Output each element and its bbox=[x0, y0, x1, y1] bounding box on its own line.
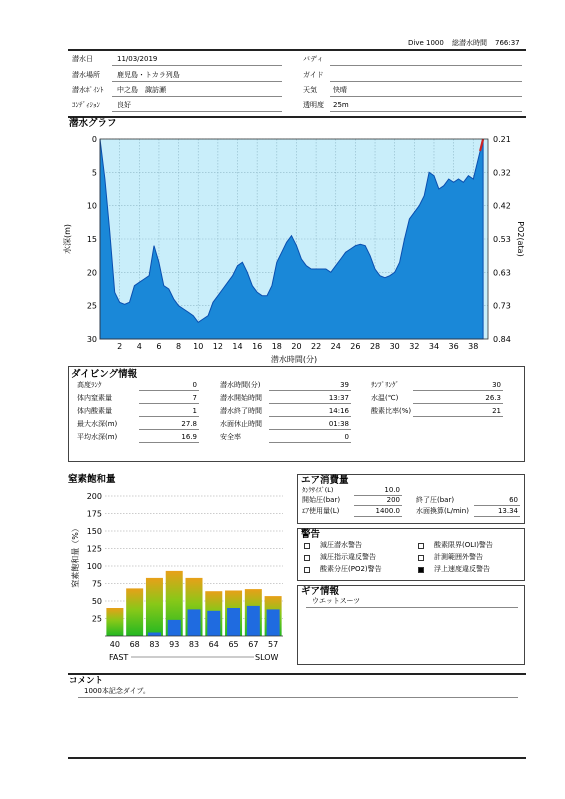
date-value: 11/03/2019 bbox=[117, 55, 158, 63]
n2-inner-bar bbox=[247, 606, 260, 636]
condition-label: ｺﾝﾃﾞｨｼｮﾝ bbox=[72, 101, 100, 109]
n2-tick-label: 175 bbox=[86, 509, 102, 519]
visibility-value: 25m bbox=[333, 101, 349, 109]
nitrogen-title: 窒素飽和量 bbox=[68, 474, 116, 485]
diving-info-title: ダイビング情報 bbox=[71, 369, 138, 380]
n2-bar bbox=[126, 588, 143, 636]
total-time-label: 総潜水時間 bbox=[452, 39, 487, 47]
info-value: 1 bbox=[192, 407, 197, 415]
air-use-label: ｴｱ使用量(L) bbox=[302, 507, 340, 515]
gear-value: ウエットスーツ bbox=[312, 597, 361, 605]
info-label: 最大水深(m) bbox=[77, 420, 118, 428]
x-tick-label: 6 bbox=[156, 342, 162, 351]
info-label: 平均水深(m) bbox=[77, 433, 118, 441]
info-value: 16.9 bbox=[181, 433, 197, 441]
top-rule bbox=[68, 49, 526, 51]
x-tick-label: 30 bbox=[389, 342, 400, 351]
warning-label: 浮上速度違反警告 bbox=[434, 565, 490, 573]
gear-box bbox=[297, 585, 525, 665]
x-tick-label: 10 bbox=[193, 342, 204, 351]
x-tick-label: 18 bbox=[271, 342, 282, 351]
x-tick-label: 14 bbox=[232, 342, 243, 351]
n2-category-label: 83 bbox=[149, 640, 160, 649]
n2-inner-bar bbox=[207, 611, 220, 636]
po2-tick-label: 0.73 bbox=[493, 301, 511, 311]
buddy-label: バディ bbox=[303, 55, 324, 63]
n2-category-label: 64 bbox=[208, 640, 219, 649]
po2-tick-label: 0.21 bbox=[493, 135, 511, 144]
guide-label: ガイド bbox=[303, 71, 324, 79]
x-tick-label: 32 bbox=[409, 342, 420, 351]
n2-tick-label: 200 bbox=[86, 492, 102, 501]
info-value: 7 bbox=[192, 394, 197, 402]
n2-bar bbox=[146, 578, 163, 636]
surface-rate-value: 13.34 bbox=[497, 507, 518, 515]
visibility-label: 透明度 bbox=[303, 101, 324, 109]
n2-category-label: 57 bbox=[268, 640, 279, 649]
po2-tick-label: 0.42 bbox=[493, 201, 511, 211]
start-pressure-value: 200 bbox=[386, 496, 400, 504]
tank-size-value: 10.0 bbox=[384, 486, 400, 494]
total-time-value: 766:37 bbox=[495, 39, 520, 47]
po2-axis-label: PO2(ata) bbox=[516, 221, 525, 257]
x-tick-label: 28 bbox=[369, 342, 381, 351]
warning-label: 酸素分圧(PO2)警告 bbox=[320, 565, 382, 573]
warning-checkbox bbox=[304, 543, 310, 549]
x-tick-label: 36 bbox=[448, 342, 459, 351]
depth-tick-label: 30 bbox=[86, 335, 97, 344]
n2-inner-bar bbox=[168, 620, 181, 636]
warning-checkbox bbox=[304, 567, 310, 573]
nitrogen-axis-label: 窒素飽和量（%） bbox=[71, 524, 80, 588]
date-label: 潜水日 bbox=[72, 55, 93, 63]
comment-value: 1000本記念ダイブ。 bbox=[84, 687, 150, 695]
x-tick-label: 2 bbox=[117, 342, 123, 351]
fast-label: FAST bbox=[109, 653, 129, 662]
x-tick-label: 16 bbox=[252, 342, 263, 351]
x-tick-label: 20 bbox=[291, 342, 302, 351]
depth-tick-label: 20 bbox=[86, 268, 97, 278]
weather-value: 快晴 bbox=[333, 86, 347, 94]
x-tick-label: 24 bbox=[330, 342, 341, 351]
depth-tick-label: 25 bbox=[86, 301, 97, 311]
n2-bar bbox=[106, 608, 123, 636]
n2-tick-label: 150 bbox=[86, 527, 102, 536]
n2-category-label: 93 bbox=[169, 640, 180, 649]
end-pressure-label: 終了圧(bar) bbox=[416, 496, 455, 504]
info-value: 39 bbox=[340, 381, 349, 389]
comment-top-rule bbox=[68, 673, 526, 675]
start-pressure-label: 開始圧(bar) bbox=[302, 496, 341, 504]
air-title: エア消費量 bbox=[301, 475, 349, 486]
warning-label: 減圧指示違反警告 bbox=[320, 553, 376, 561]
graph-top-rule bbox=[68, 116, 526, 118]
warning-label: 減圧潜水警告 bbox=[320, 541, 362, 549]
graph-title: 潜水グラフ bbox=[69, 118, 117, 129]
x-tick-label: 8 bbox=[176, 342, 182, 351]
depth-tick-label: 10 bbox=[86, 201, 97, 211]
warning-checkbox bbox=[418, 543, 424, 549]
info-value: 30 bbox=[492, 381, 501, 389]
n2-category-label: 65 bbox=[228, 640, 239, 649]
x-tick-label: 12 bbox=[212, 342, 223, 351]
n2-inner-bar bbox=[227, 608, 240, 636]
point-value: 中之島 諏訪瀬 bbox=[117, 86, 166, 94]
slow-label: SLOW bbox=[255, 653, 279, 662]
air-use-value: 1400.0 bbox=[375, 507, 400, 515]
info-label: 水面休止時間 bbox=[220, 420, 262, 428]
end-pressure-value: 60 bbox=[509, 496, 518, 504]
n2-category-label: 40 bbox=[109, 640, 120, 649]
n2-inner-bar bbox=[188, 609, 201, 636]
info-label: 酸素比率(%) bbox=[371, 407, 412, 415]
warning-checkbox bbox=[418, 567, 424, 573]
n2-tick-label: 75 bbox=[91, 579, 102, 589]
po2-tick-label: 0.84 bbox=[493, 335, 511, 344]
warning-checkbox bbox=[418, 555, 424, 561]
n2-category-label: 67 bbox=[248, 640, 259, 649]
n2-category-label: 68 bbox=[129, 640, 140, 649]
n2-tick-label: 25 bbox=[91, 614, 102, 624]
info-label: ｻﾝﾌﾟﾘﾝｸﾞ bbox=[371, 381, 399, 389]
n2-category-label: 83 bbox=[188, 640, 200, 649]
info-label: 体内窒素量 bbox=[77, 394, 112, 402]
depth-tick-label: 5 bbox=[91, 168, 97, 178]
nitrogen-chart bbox=[68, 486, 290, 666]
info-value: 13:37 bbox=[328, 394, 349, 402]
info-value: 14:16 bbox=[328, 407, 349, 415]
info-label: 潜水時間(分) bbox=[220, 381, 261, 389]
info-value: 0 bbox=[192, 381, 197, 389]
n2-tick-label: 125 bbox=[86, 544, 102, 554]
info-value: 27.8 bbox=[181, 420, 197, 428]
info-value: 01:38 bbox=[328, 420, 349, 428]
condition-value: 良好 bbox=[117, 101, 131, 109]
x-tick-label: 26 bbox=[350, 342, 361, 351]
info-label: 体内酸素量 bbox=[77, 407, 112, 415]
dive-number: Dive 1000 bbox=[408, 39, 444, 47]
info-value: 26.3 bbox=[485, 394, 501, 402]
x-tick-label: 34 bbox=[428, 342, 440, 351]
info-value: 0 bbox=[344, 433, 349, 441]
bottom-rule bbox=[68, 757, 526, 759]
x-tick-label: 4 bbox=[136, 342, 142, 351]
warning-label: 計測範囲外警告 bbox=[434, 553, 483, 561]
place-label: 潜水場所 bbox=[72, 71, 100, 79]
info-label: 潜水開始時間 bbox=[220, 394, 262, 402]
info-value: 21 bbox=[492, 407, 501, 415]
surface-rate-label: 水面換算(L/min) bbox=[416, 507, 469, 515]
warning-checkbox bbox=[304, 555, 310, 561]
info-label: 安全率 bbox=[220, 433, 241, 441]
po2-tick-label: 0.53 bbox=[493, 235, 511, 244]
warning-label: 酸素限界(OLI)警告 bbox=[434, 541, 493, 549]
po2-tick-label: 0.32 bbox=[493, 168, 511, 178]
weather-label: 天気 bbox=[303, 86, 317, 94]
dive-profile-chart bbox=[60, 128, 530, 368]
po2-tick-label: 0.63 bbox=[493, 268, 511, 278]
x-tick-label: 22 bbox=[311, 342, 322, 351]
depth-tick-label: 0 bbox=[91, 135, 97, 144]
x-tick-label: 38 bbox=[468, 342, 479, 351]
n2-tick-label: 50 bbox=[91, 597, 102, 606]
info-label: 高度ﾗﾝｸ bbox=[77, 381, 102, 389]
info-label: 潜水終了時間 bbox=[220, 407, 262, 415]
n2-inner-bar bbox=[148, 633, 161, 637]
warnings-title: 警告 bbox=[301, 529, 321, 540]
tank-size-label: ﾀﾝｸｻｲｽﾞ(L) bbox=[302, 486, 334, 494]
air-consumption-box bbox=[297, 474, 525, 524]
depth-axis-label: 水深(m) bbox=[63, 223, 72, 255]
comment-title: コメント bbox=[69, 676, 104, 686]
gear-title: ギア情報 bbox=[301, 586, 340, 597]
n2-inner-bar bbox=[267, 609, 280, 636]
n2-tick-label: 100 bbox=[86, 562, 102, 571]
diving-info-box bbox=[68, 366, 525, 462]
place-value: 鹿児島・トカラ列島 bbox=[117, 71, 180, 79]
point-label: 潜水ﾎﾟｲﾝﾄ bbox=[72, 86, 104, 94]
warnings-box bbox=[297, 528, 525, 581]
info-label: 水温(℃) bbox=[371, 394, 399, 402]
depth-tick-label: 15 bbox=[86, 235, 97, 244]
time-axis-label: 潜水時間(分) bbox=[270, 355, 318, 364]
